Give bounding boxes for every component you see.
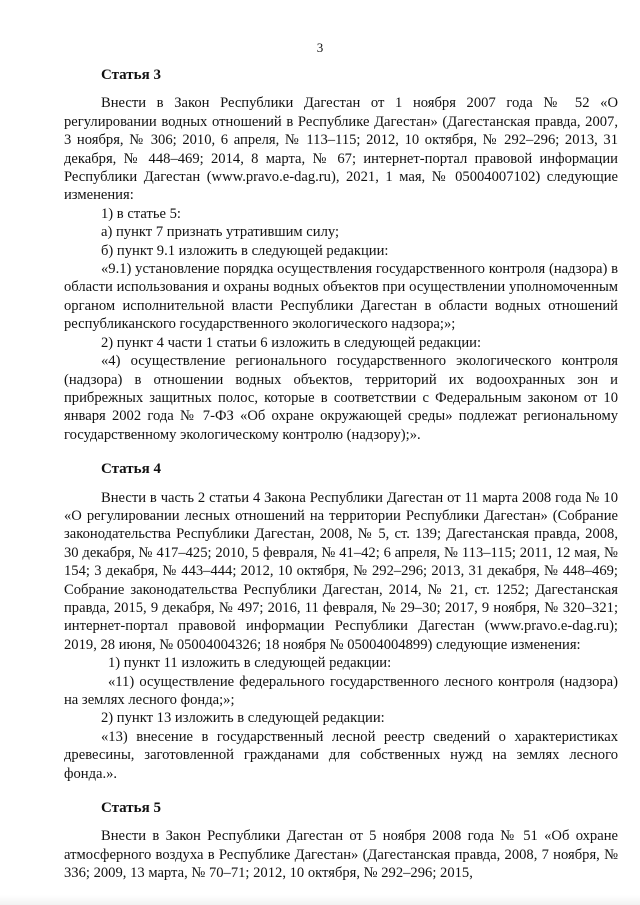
article-4-heading: Статья 4 xyxy=(101,461,161,478)
article-3-paragraph-intro: Внести в Закон Республики Дагестан от 1 ноября 2007 года № 52 «О регулировании водных отношений в Республике Дагестан» (Дагестанская правда, 2007, 3 ноября, № 306; 2010, 6 апреля, № 113–115; 2012, 10 октября, № 292–296; 2013, 31 декабря, № 448–469; 2014, 8 марта, № 67; интернет-портал правовой информации Республики Дагестан (www.pravo.e-dag.ru), 2021, 1 мая, № 05004007102) следующие изменения: xyxy=(64,95,618,204)
article-4-body xyxy=(64,489,618,784)
article-3-item-1b: б) пункт 9.1 изложить в следующей редакции: xyxy=(101,242,389,259)
article-3-item-1: 1) в статье 5: xyxy=(101,205,181,222)
article-5-body xyxy=(64,827,618,882)
page-bottom-edge xyxy=(0,895,640,905)
article-4-paragraph-intro: Внести в часть 2 статьи 4 Закона Республики Дагестан от 11 марта 2008 года № 10 «О регулировании лесных отношений на территории Республики Дагестан» (Собрание законодательства Республики Дагестан, 2008, № 5, ст. 139; Дагестанская правда, 2008, 30 декабря, № 417–425; 2010, 5 февраля, № 41–42; 6 апреля, № 113–115; 2011, 12 мая, № 154; 3 декабря, № 443–444; 2012, 10 октября, № 292–296; 2013, 31 декабря, № 448–469; Собрание законодательства Республики Дагестан, 2014, № 21, ст. 1252; Дагестанская правда, 2015, 9 декабря, № 497; 2016, 11 февраля, № 29–30; 2017, 9 ноября, № 320–321; интернет-портал правовой информации Республики Дагестан (www.pravo.e-dag.ru); 2019, 28 июня, № 05004004326; 18 ноября № 05004004899) следующие изменения: xyxy=(64,489,618,653)
document-page xyxy=(64,40,618,883)
article-3-body xyxy=(64,94,618,444)
article-4-point-11: «11) осуществление федерального государственного лесного контроля (надзора) на землях лесного фонда;»; xyxy=(64,673,618,708)
article-3-item-1a: а) пункт 7 признать утратившим силу; xyxy=(101,224,340,241)
article-3-point-4: «4) осуществление регионального государственного экологического контроля (надзора) в отношении водных объектов, территорий их водоохранных зон и прибрежных защитных полос, которые в соответствии с Федеральным законом от 10 января 2002 года № 7-ФЗ «Об охране окружающей среды» подлежат региональному государственному экологическому контролю (надзору);». xyxy=(64,353,618,443)
article-3-point-9-1: «9.1) установление порядка осуществления государственного контроля (надзора) в области использования и охраны водных объектов при осуществлении уполномоченным органом исполнительной власти Республики Дагестан в области водных отношений республиканского государственного экологического надзора;»; xyxy=(64,261,618,333)
article-3-item-2: 2) пункт 4 части 1 статьи 6 изложить в следующей редакции: xyxy=(101,334,482,351)
article-4-point-13: «13) внесение в государственный лесной реестр сведений о характеристиках древесины, заготовленной гражданами для собственных нужд на землях лесного фонда.». xyxy=(64,728,618,782)
article-4-item-2: 2) пункт 13 изложить в следующей редакции: xyxy=(101,710,385,727)
page-number: 3 xyxy=(316,40,324,55)
article-5-paragraph-intro: Внести в Закон Республики Дагестан от 5 ноября 2008 года № 51 «Об охране атмосферного воздуха в Республике Дагестан» (Дагестанская правда, 2008, 7 ноября, № 336; 2009, 13 марта, № 70–71; 2012, 10 октября, № 292–296; 2015, xyxy=(64,828,618,882)
article-3-heading: Статья 3 xyxy=(101,67,161,83)
article-4-item-1: 1) пункт 11 изложить в следующей редакции: xyxy=(108,655,392,672)
article-5-heading: Статья 5 xyxy=(101,800,161,817)
